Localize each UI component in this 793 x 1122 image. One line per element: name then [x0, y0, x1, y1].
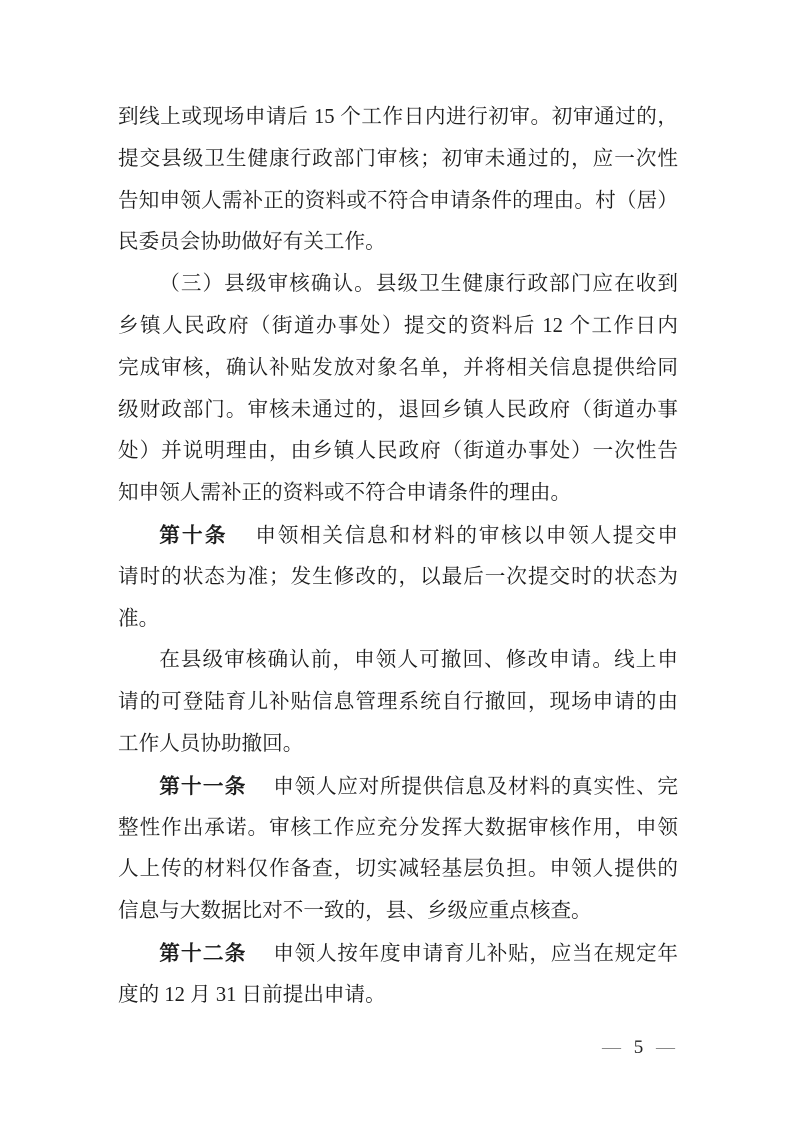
line-text: 信息与大数据比对不一致的，县、乡级应重点核查。: [118, 900, 592, 923]
line-text: 度的 12 月 31 日前提出申请。: [118, 983, 386, 1006]
line-text: 整性作出承诺。审核工作应充分发挥大数据审核作用，申领: [118, 816, 678, 839]
line-text: 申领人应对所提供信息及材料的真实性、完: [272, 775, 678, 798]
text-line: [118, 808, 678, 850]
line-text: 民委员会协助做好有关工作。: [118, 231, 386, 254]
paragraph: [118, 933, 678, 1017]
paragraph: [118, 640, 678, 765]
line-text: 工作人员协助撤回。: [118, 732, 304, 755]
document-body: [118, 97, 678, 1017]
text-line: [118, 557, 678, 599]
text-line: [118, 933, 678, 975]
line-text: 提交县级卫生健康行政部门审核；初审未通过的，应一次性: [118, 147, 678, 170]
text-line: [118, 306, 678, 348]
text-line: [118, 264, 678, 306]
paragraph: [118, 515, 678, 640]
line-text: 到线上或现场申请后 15 个工作日内进行初审。初审通过的，: [118, 106, 678, 128]
line-text: 完成审核，确认补贴发放对象名单，并将相关信息提供给同: [118, 356, 678, 379]
line-text: 县级卫生健康行政部门应在收到: [375, 273, 679, 296]
text-line: [118, 724, 678, 766]
line-text: 请时的状态为准；发生修改的，以最后一次提交时的状态为: [118, 565, 678, 588]
line-text: 申领相关信息和材料的审核以申领人提交申: [253, 524, 679, 547]
paragraph: [118, 264, 678, 515]
line-text: 请的可登陆育儿补贴信息管理系统自行撤回，现场申请的由: [118, 691, 678, 714]
line-text: 准。: [118, 607, 160, 630]
text-line: [118, 222, 678, 264]
page-number-value: 5: [633, 1037, 644, 1058]
line-text: 级财政部门。审核未通过的，退回乡镇人民政府（街道办事: [118, 398, 678, 421]
article-number: 第十二条: [159, 941, 247, 965]
article-number: 第十条: [159, 523, 228, 547]
line-text: 处）并说明理由，由乡镇人民政府（街道办事处）一次性告: [118, 440, 678, 463]
text-line: [118, 849, 678, 891]
text-line: [118, 348, 678, 390]
text-line: [118, 640, 678, 682]
text-line: [118, 473, 678, 515]
line-text: 乡镇人民政府（街道办事处）提交的资料后 12 个工作日内: [118, 314, 678, 337]
text-line: [118, 97, 678, 139]
text-line: [118, 431, 678, 473]
text-line: [118, 975, 678, 1017]
text-line: [118, 390, 678, 432]
text-line: [118, 766, 678, 808]
text-line: [118, 682, 678, 724]
text-line: [118, 515, 678, 557]
paragraph: [118, 97, 678, 264]
page-number: [602, 1036, 675, 1060]
line-text: 告知申领人需补正的资料或不符合申请条件的理由。村（居）: [118, 189, 678, 212]
text-line: [118, 599, 678, 641]
text-line: [118, 181, 678, 223]
line-text: 知申领人需补正的资料或不符合申请条件的理由。: [118, 482, 572, 505]
line-text: 人上传的材料仅作备查，切实减轻基层负担。申领人提供的: [118, 858, 678, 881]
line-text: 在县级审核确认前，申领人可撤回、修改申请。线上申: [159, 649, 678, 672]
article-number: 第十一条: [159, 774, 247, 798]
subsection-heading: （三）县级审核确认。: [159, 273, 376, 296]
page-number-dash-left: —: [602, 1037, 621, 1058]
text-line: [118, 139, 678, 181]
paragraph: [118, 766, 678, 933]
line-text: 申领人按年度申请育儿补贴，应当在规定年: [272, 942, 678, 965]
page-number-dash-right: —: [656, 1037, 675, 1058]
text-line: [118, 891, 678, 933]
